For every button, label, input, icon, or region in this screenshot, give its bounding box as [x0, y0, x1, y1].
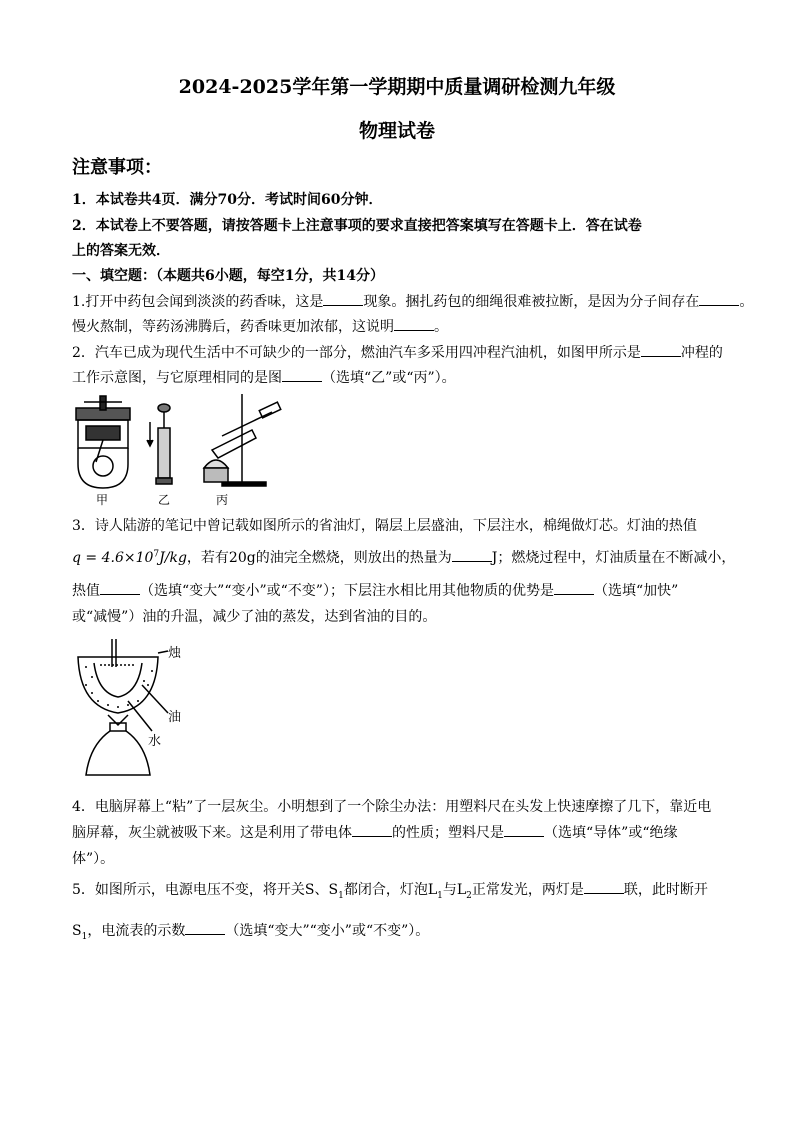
- q5-text: 联，此时断开: [623, 882, 708, 898]
- q5-text: ，电流表的示数: [87, 923, 186, 939]
- q5-text: 正常发光，两灯是: [471, 882, 584, 898]
- answer-blank: [641, 344, 681, 357]
- q2-text: 冲程的: [680, 345, 723, 361]
- answer-blank: [452, 549, 492, 562]
- answer-blank: [554, 582, 594, 595]
- q5-line2: [72, 920, 429, 942]
- q1-line1: [72, 291, 753, 311]
- lamp-label-oil: 油: [168, 710, 182, 725]
- q1-line2: [72, 316, 448, 336]
- q2-figure: [72, 392, 292, 510]
- q2-line1: [72, 342, 723, 362]
- q5-text: 都闭合，灯泡L: [343, 882, 438, 898]
- notice-item-1: 1．本试卷共4页．满分70分．考试时间60分钟．: [72, 192, 383, 208]
- q1-text: 1.打开中药包会闻到淡淡的药香味，这是: [72, 294, 324, 310]
- answer-blank: [504, 824, 544, 837]
- lamp-label-water: 水: [148, 734, 162, 749]
- test-tube-heating-figure: [204, 394, 281, 486]
- q2-text: （选填“乙”或“丙”）。: [322, 370, 456, 386]
- q5-subscript: 1: [437, 890, 443, 901]
- q1-text: 现象。捆扎药包的细绳很难被拉断，是因为分子间存在: [363, 294, 700, 310]
- q5-text: （选填“变大”“变小”或“不变”）。: [225, 923, 430, 939]
- q3-text: J；燃烧过程中，灯油质量在不断减小，: [491, 550, 736, 566]
- exam-subject: 物理试卷: [358, 120, 435, 142]
- q3-text: （选填“变大”“变小”或“不变”）；下层注水相比用其他物质的优势是: [140, 583, 554, 599]
- q2-text: 2．汽车已成为现代生活中不可缺少的一部分，燃油汽车多采用四冲程汽油机，如图甲所示是: [72, 345, 641, 361]
- q4-text: 的性质；塑料尺是: [392, 825, 504, 841]
- q2-line2: [72, 367, 456, 387]
- section-heading: 一、填空题：（本题共6小题，每空1分，共14分）: [72, 268, 384, 284]
- answer-blank: [185, 922, 225, 935]
- answer-blank: [584, 881, 624, 894]
- q5-text: 5．如图所示，电源电压不变，将开关S、S: [72, 882, 339, 898]
- q4-line2: [72, 822, 677, 842]
- q5-text: 与L: [442, 882, 467, 898]
- q5-line1: [72, 879, 708, 901]
- answer-blank: [323, 293, 363, 306]
- q5-text: S: [72, 923, 82, 939]
- q5-subscript: 2: [466, 890, 472, 901]
- notice-item-2-line2: 上的答案无效．: [72, 243, 170, 259]
- q3-text: ，若有20g的油完全燃烧，则放出的热量为: [186, 550, 452, 566]
- notice-heading: 注意事项：: [72, 157, 162, 178]
- q1-text: 。: [739, 294, 754, 310]
- q3-line2: [72, 547, 735, 567]
- answer-blank: [100, 582, 140, 595]
- fig-label-bing: 丙: [216, 493, 229, 507]
- fig-label-yi: 乙: [158, 493, 171, 507]
- notice-item-2-line1: 2．本试卷上不要答题，请按答题卡上注意事项的要求直接把答案填写在答题卡上．答在试卷: [72, 218, 642, 234]
- answer-blank: [282, 369, 322, 382]
- q4-text: （选填“导体”或“绝缘: [544, 825, 678, 841]
- formula-unit: J/kg: [159, 550, 187, 566]
- q3-text: 热值: [72, 583, 100, 599]
- q3-line4: 或“减慢”）油的升温，减少了油的蒸发，达到省油的目的。: [72, 609, 437, 625]
- lamp-label-candle: 烛: [168, 646, 182, 661]
- answer-blank: [352, 824, 392, 837]
- q5-subscript: 1: [338, 890, 344, 901]
- q2-text: 工作示意图，与它原理相同的是图: [72, 370, 282, 386]
- q4-line1: 4．电脑屏幕上“粘”了一层灰尘。小明想到了一个除尘办法：用塑料尺在头发上快速摩擦了几下，靠近电: [72, 799, 712, 815]
- formula-exponent: 7: [153, 549, 160, 560]
- q4-text: 脑屏幕，灰尘就被吸下来。这是利用了带电体: [72, 825, 352, 841]
- q3-line1: 3．诗人陆游的笔记中曾记载如图所示的省油灯，隔层上层盛油，下层注水，棉绳做灯芯。灯油的热值: [72, 518, 697, 534]
- answer-blank: [394, 318, 434, 331]
- q1-text: 。: [434, 319, 448, 335]
- exam-title: 2024-2025学年第一学期期中质量调研检测九年级: [178, 76, 616, 98]
- heat-value-formula: q = 4.6×10: [72, 550, 154, 566]
- fig-label-jia: 甲: [96, 493, 109, 507]
- q4-line3: 体”）。: [72, 851, 115, 867]
- fire-syringe-figure: [147, 404, 172, 484]
- engine-cylinder-figure: [76, 396, 130, 488]
- q5-subscript: 1: [81, 931, 88, 942]
- q1-text: 慢火熬制，等药汤沸腾后，药香味更加浓郁，这说明: [72, 319, 394, 335]
- q3-oil-lamp-figure: [72, 635, 202, 785]
- answer-blank: [699, 293, 739, 306]
- q3-text: （选填“加快”: [593, 583, 679, 599]
- q3-line3: [72, 580, 678, 600]
